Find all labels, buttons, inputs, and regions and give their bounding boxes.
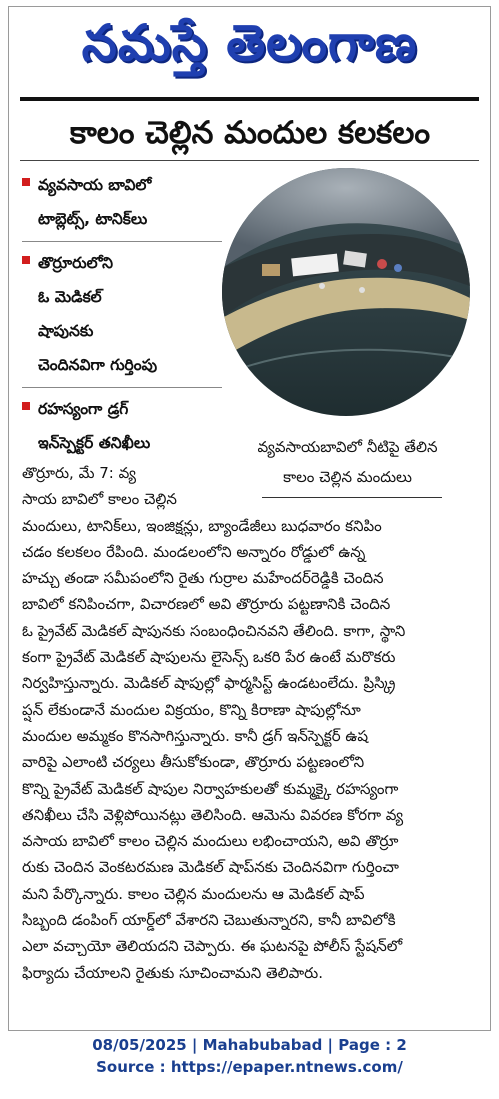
article-line: సాయ బావిలో కాలం చెల్లిన [22,490,177,509]
source-link[interactable]: Source : https://epaper.ntnews.com/ [96,1058,403,1076]
article-line: చడం కలకలం రేపింది. మండలంలోని అన్నారం రోడ్డులో ఉన్న [22,542,366,561]
edition-info: 08/05/2025 | Mahabubabad | Page : 2 [92,1036,407,1054]
caption-line: కాలం చెల్లిన మందులు [283,468,412,486]
red-bullet-icon [22,178,30,186]
headline-bottom-rule [20,160,479,161]
bullet-line: వ్యవసాయ బావిలో [38,176,152,194]
red-bullet-icon [22,256,30,264]
article-line: ప్షన్ లేకుండానే మందుల విక్రయం, కొన్ని కిరాణా షాపుల్లోనూ [22,700,361,719]
article-headline: కాలం చెల్లిన మందుల కలకలం [69,115,431,151]
article-line: బావిలో కనిపించగా, విచారణలో అవి తొర్రూరు పట్టణానికి చెందిన [22,595,391,614]
article-line: హచ్చు తండా సమీపంలోని రైతు గుర్రాల మహేందర్‌రెడ్డికి చెందిన [22,569,384,588]
bullet-line: టాబ్లెట్స్, టానిక్‌లు [38,210,148,228]
article-line: వసాయ బావిలో కాలం చెల్లిన మందులు లభించాయని, అవి తొర్రూ [22,832,399,851]
divider [22,241,222,242]
article-line: సిబ్బంది డంపింగ్ యార్డ్‌లో వేశారని చెబుతున్నారని, కానీ బావిలోకి [22,911,396,930]
bullet-line: ఓ మెడికల్ [38,288,102,306]
article-line: తొర్రూరు, మే 7: వ్య [22,464,136,482]
article-line: నిర్వహిస్తున్నారు. మెడికల్ షాపుల్లో ఫార్మసిస్ట్ ఉండటంలేదు. ప్రిస్క్రి [22,674,396,693]
bullet-line: తొర్రూరులోని [38,254,114,272]
article-line: కంగా ప్రైవేట్ మెడికల్ షాపులను లైసెన్స్ ఒకరి పేర ఉంటే మరొకరు [22,648,396,667]
bullet-line: షాపునకు [38,322,94,340]
bullet-item [22,246,222,382]
article-line: తనిఖీలు చేసి వెళ్లిపోయినట్లు తెలిసింది. ఆమెను వివరణ కోరగా వ్య [22,805,404,824]
newspaper-masthead: నమస్తే తెలంగాణ [81,14,418,72]
article-line: ఫిర్యాదు చేయాలని రైతుకు సూచించామని తెలిపారు. [22,963,323,982]
article-body [22,460,480,986]
bullet-line: రహస్యంగా డ్రగ్ [38,400,129,418]
photo-illustration [222,168,470,416]
bullet-item [22,392,222,460]
headline-top-rule [20,97,479,101]
article-line: మని పేర్కొన్నారు. కాలం చెల్లిన మందులను ఆ మెడికల్ షాప్ [22,884,365,903]
well-water-medicine-photo [222,168,470,416]
bullet-item [22,168,222,236]
article-line: వారిపై ఎలాంటి చర్యలు తీసుకోకుండా, తొర్రూరు పట్టణంలోని [22,753,365,772]
article-line: మందుల అమ్మకం కొనసాగిస్తున్నారు. కానీ డ్రగ్ ఇన్‌స్పెక్టర్ ఉష [22,726,369,745]
article-line: ఓ ప్రైవేట్ మెడికల్ షాపునకు సంబంధించినవని తేలింది. కాగా, స్థాని [22,621,406,640]
bullet-line: చెందినవిగా గుర్తింపు [38,356,158,374]
red-bullet-icon [22,402,30,410]
article-line: ఎలా వచ్చాయో తెలియదని చెప్పారు. ఈ ఘటనపై పోలీస్ స్టేషన్‌లో [22,937,403,956]
highlight-bullets [22,168,222,465]
article-line: మందులు, టానిక్‌లు, ఇంజిక్షన్లు, బ్యాండేజీలు బుధవారం కనిపిం [22,516,382,535]
bullet-line: ఇన్‌స్పెక్టర్ తనిఖీలు [38,434,151,452]
article-line: రుకు చెందిన వెంకటరమణ మెడికల్ షాప్‌నకు చెందినవిగా గుర్తించా [22,858,399,877]
article-line: కొన్ని ప్రైవేట్ మెడికల్ షాపుల నిర్వాహకులతో కుమ్మక్కై రహస్యంగా [22,779,399,798]
caption-line: వ్యవసాయబావిలో నీటిపై తేలిన [257,438,438,456]
divider [22,387,222,388]
